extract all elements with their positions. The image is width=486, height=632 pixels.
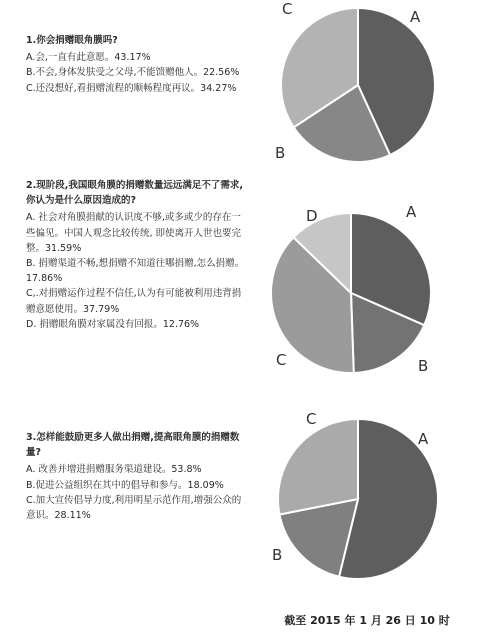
question-title: 3.怎样能鼓励更多人做出捐赠,提高眼角膜的捐赠数量? — [26, 432, 240, 459]
option-b: B.不会,身体发肤受之父母,不能馈赠他人。22.56% — [26, 67, 240, 79]
pie-label-b: B — [272, 546, 283, 564]
pie-chart-3 — [262, 400, 472, 600]
pie-chart-1 — [262, 0, 472, 195]
pie-label-a: A — [406, 203, 417, 221]
pie-label-c: C — [276, 351, 287, 369]
pie-label-c: C — [306, 410, 317, 428]
option-a: A. 改善并增进捐赠服务渠道建设。53.8% — [26, 464, 202, 476]
option-a: A.会,一直有此意愿。43.17% — [26, 52, 151, 64]
option-a: A. 社会对角膜捐献的认识度不够,或多或少的存在一些偏见。中国人观念比较传统, 即使离开人世也要完整。31.59% — [26, 212, 242, 254]
pie-label-c: C — [282, 0, 293, 18]
question-block-1 — [26, 33, 248, 96]
pie-label-a: A — [410, 8, 421, 26]
pie-label-a: A — [418, 430, 429, 448]
option-d: D. 捐赠眼角膜对家属没有回报。12.76% — [26, 318, 200, 330]
pie-label-b: B — [275, 144, 286, 162]
question-title: 2.现阶段,我国眼角膜的捐赠数量远远满足不了需求,你认为是什么原因造成的? — [26, 180, 243, 207]
footer-timestamp: 截至 2015 年 1 月 26 日 10 时 — [284, 614, 450, 627]
pie-chart-2 — [262, 195, 472, 395]
pie-slice-c — [278, 419, 358, 515]
question-block-3 — [26, 430, 248, 523]
question-title: 1.你会捐赠眼角膜吗? — [26, 35, 118, 46]
option-c: C,.对捐赠运作过程不信任,认为有可能被利用违背捐赠意愿使用。37.79% — [26, 288, 242, 315]
option-b: B.促进公益组织在其中的倡导和参与。18.09% — [26, 479, 224, 491]
pie-label-b: B — [418, 357, 429, 375]
option-c: C.还没想好,看捐赠流程的顺畅程度再议。34.27% — [26, 82, 237, 94]
option-c: C.加大宣传倡导力度,利用明星示范作用,增强公众的意识。28.11% — [26, 494, 242, 522]
option-b: B. 捐赠渠道不畅,想捐赠不知道往哪捐赠,怎么捐赠。17.86% — [26, 258, 245, 285]
question-block-2 — [26, 178, 248, 332]
pie-label-d: D — [306, 207, 318, 225]
